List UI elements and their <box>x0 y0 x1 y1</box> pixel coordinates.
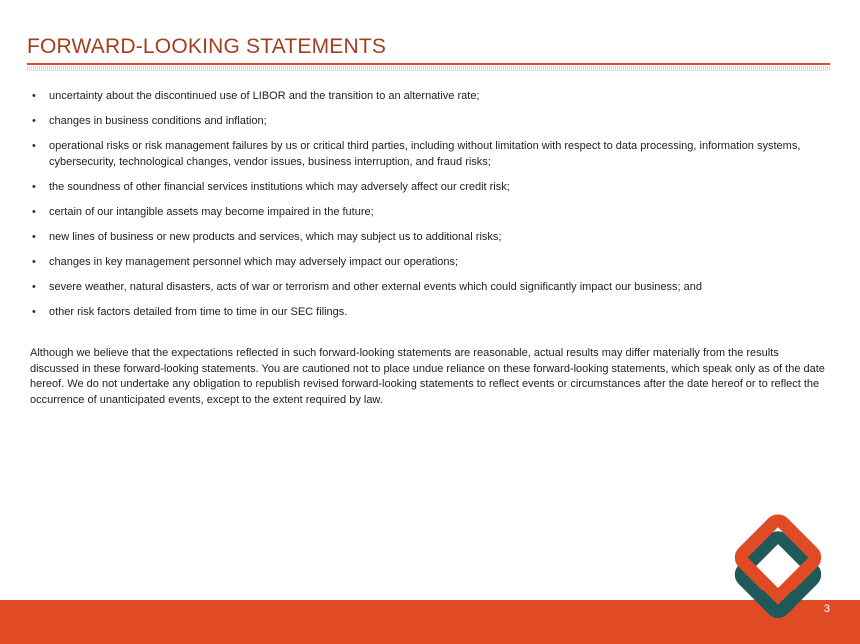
bullet-marker: • <box>32 280 36 293</box>
bullet-text: changes in business conditions and inflation; <box>49 115 267 127</box>
bullet-text: new lines of business or new products and services, which may subject us to additional risks; <box>49 230 502 243</box>
bullet-item <box>30 180 830 196</box>
bullet-marker: • <box>32 90 36 102</box>
bullet-marker: • <box>32 305 36 318</box>
slide-title: FORWARD-LOOKING STATEMENTS <box>27 35 387 58</box>
bullet-marker: • <box>32 255 36 268</box>
closing-paragraph: Although we believe that the expectations reflected in such forward-looking statements are reasonable, actual results may differ materially from the results discussed in these forward-looking statements. You are cautioned not to place undue reliance on these forward-looking statements, which speak only as of the date hereof. We do not undertake any obligation to republish revised forward-looking statements to reflect events or circumstances after the date hereof or to reflect the occurrence of unanticipated events, except to the extent required by law. <box>30 347 825 407</box>
bullet-text: changes in key management personnel which may adversely impact our operations; <box>49 255 459 268</box>
bullet-item <box>30 230 830 246</box>
bullet-text: certain of our intangible assets may become impaired in the future; <box>49 205 374 218</box>
bullet-item <box>30 305 830 321</box>
bullet-item <box>30 205 830 221</box>
bullet-text: operational risks or risk management failures by us or critical third parties, including without limitation with respect to data processing, information systems, cybersecurity, technological changes, vendor issues, business interruption, and fraud risks; <box>49 140 801 168</box>
bullet-marker: • <box>32 180 36 193</box>
bullet-text: uncertainty about the discontinued use of LIBOR and the transition to an alternative rate; <box>49 90 480 102</box>
bullet-marker: • <box>32 205 36 218</box>
bullet-text: severe weather, natural disasters, acts of war or terrorism and other external events which could significantly impact our business; and <box>49 280 702 293</box>
bullet-text: other risk factors detailed from time to time in our SEC filings. <box>49 305 348 318</box>
bullet-item <box>30 255 830 271</box>
bullet-marker: • <box>32 115 36 127</box>
bullet-item <box>30 114 830 130</box>
company-logo-icon <box>722 510 834 622</box>
bullet-text: the soundness of other financial services institutions which may adversely affect our credit risk; <box>49 180 510 193</box>
bullet-item <box>30 89 830 105</box>
title-underline <box>27 63 830 65</box>
bullet-list <box>30 89 830 330</box>
title-underline-texture <box>27 66 830 71</box>
bullet-item <box>30 139 830 170</box>
bullet-marker: • <box>32 140 36 152</box>
page-number: 3 <box>823 603 830 615</box>
bullet-marker: • <box>32 230 36 243</box>
bullet-item <box>30 280 830 296</box>
